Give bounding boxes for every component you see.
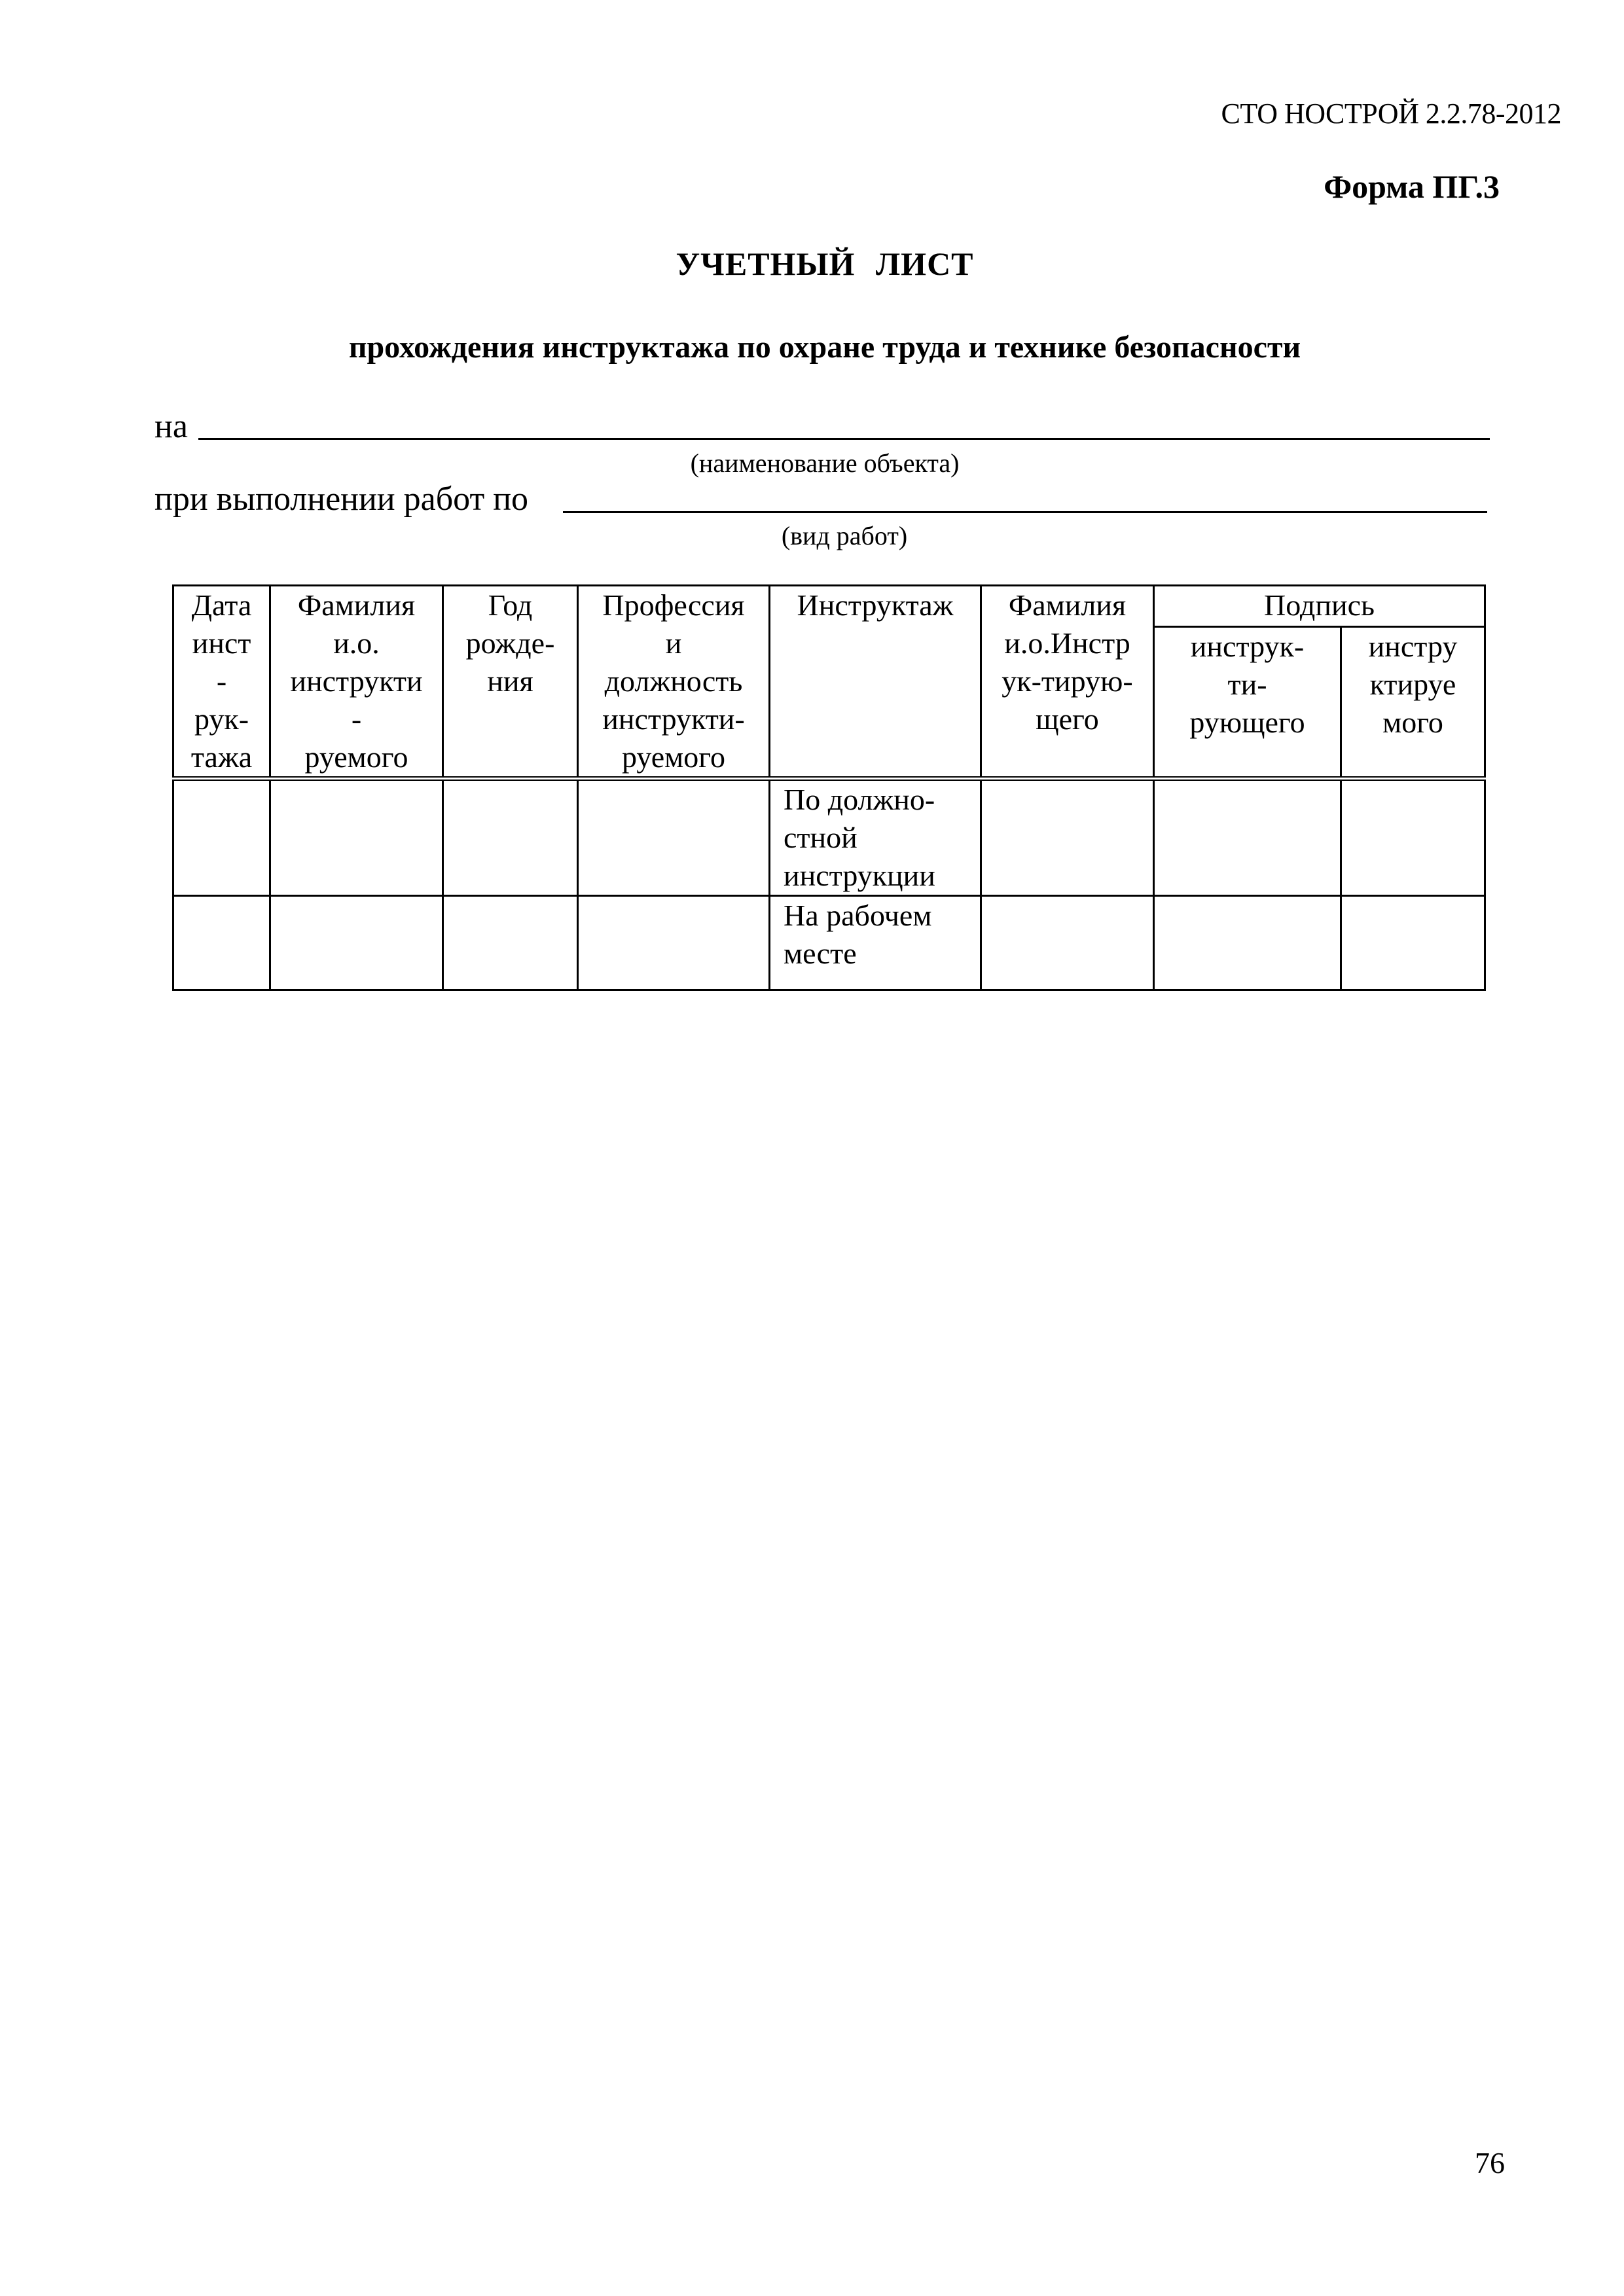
table-row: [173, 779, 1485, 896]
work-type-field[interactable]: [563, 511, 1487, 513]
page-subtitle: прохождения инструктажа по охране труда и технике безопасности: [348, 330, 1301, 365]
col-header-briefing: Инструктаж: [770, 586, 981, 779]
table-row: [173, 896, 1485, 990]
page-title: [0, 245, 1624, 283]
cell-briefing: По должно- стной инструкции: [770, 779, 981, 896]
cell-profession[interactable]: [578, 896, 770, 990]
cell-trainee-name[interactable]: [270, 896, 443, 990]
work-type-hint: (вид работ): [781, 521, 908, 550]
cell-profession[interactable]: [578, 779, 770, 896]
col-header-birth-year: Год рожде- ния: [443, 586, 578, 779]
object-field[interactable]: [198, 438, 1490, 440]
form-identifier: Форма ПГ.3: [1324, 168, 1500, 205]
cell-sig-trainee[interactable]: [1341, 896, 1485, 990]
object-hint: (наименование объекта): [690, 448, 960, 478]
work-type-label: при выполнении работ по: [154, 480, 529, 518]
col-header-profession: Профессия и должность инструкти- руемого: [578, 586, 770, 779]
cell-briefing: На рабочем месте: [770, 896, 981, 990]
document-code: СТО НОСТРОЙ 2.2.78-2012: [1221, 98, 1561, 130]
col-header-sig-instructor: инструк- ти- рующего: [1154, 627, 1341, 779]
col-header-sig-trainee: инстру ктируе мого: [1341, 627, 1485, 779]
col-header-trainee-name: Фамилия и.о. инструкти - руемого: [270, 586, 443, 779]
briefing-register-table: [172, 584, 1486, 991]
col-header-date: Дата инст - рук- тажа: [173, 586, 270, 779]
cell-instructor-name[interactable]: [981, 779, 1154, 896]
cell-date[interactable]: [173, 896, 270, 990]
cell-sig-instructor[interactable]: [1154, 779, 1341, 896]
table-header-row: [173, 586, 1485, 627]
col-header-instructor-name: Фамилия и.о.Инстр ук-тирую- щего: [981, 586, 1154, 779]
title-word-2: ЛИСТ: [875, 245, 974, 282]
cell-trainee-name[interactable]: [270, 779, 443, 896]
object-label: на: [154, 408, 188, 445]
cell-sig-trainee[interactable]: [1341, 779, 1485, 896]
cell-birth-year[interactable]: [443, 779, 578, 896]
cell-date[interactable]: [173, 779, 270, 896]
cell-birth-year[interactable]: [443, 896, 578, 990]
page-number: 76: [1475, 2146, 1505, 2179]
col-header-signature: Подпись: [1154, 586, 1485, 627]
cell-instructor-name[interactable]: [981, 896, 1154, 990]
title-word-1: УЧЕТНЫЙ: [676, 245, 856, 282]
cell-sig-instructor[interactable]: [1154, 896, 1341, 990]
